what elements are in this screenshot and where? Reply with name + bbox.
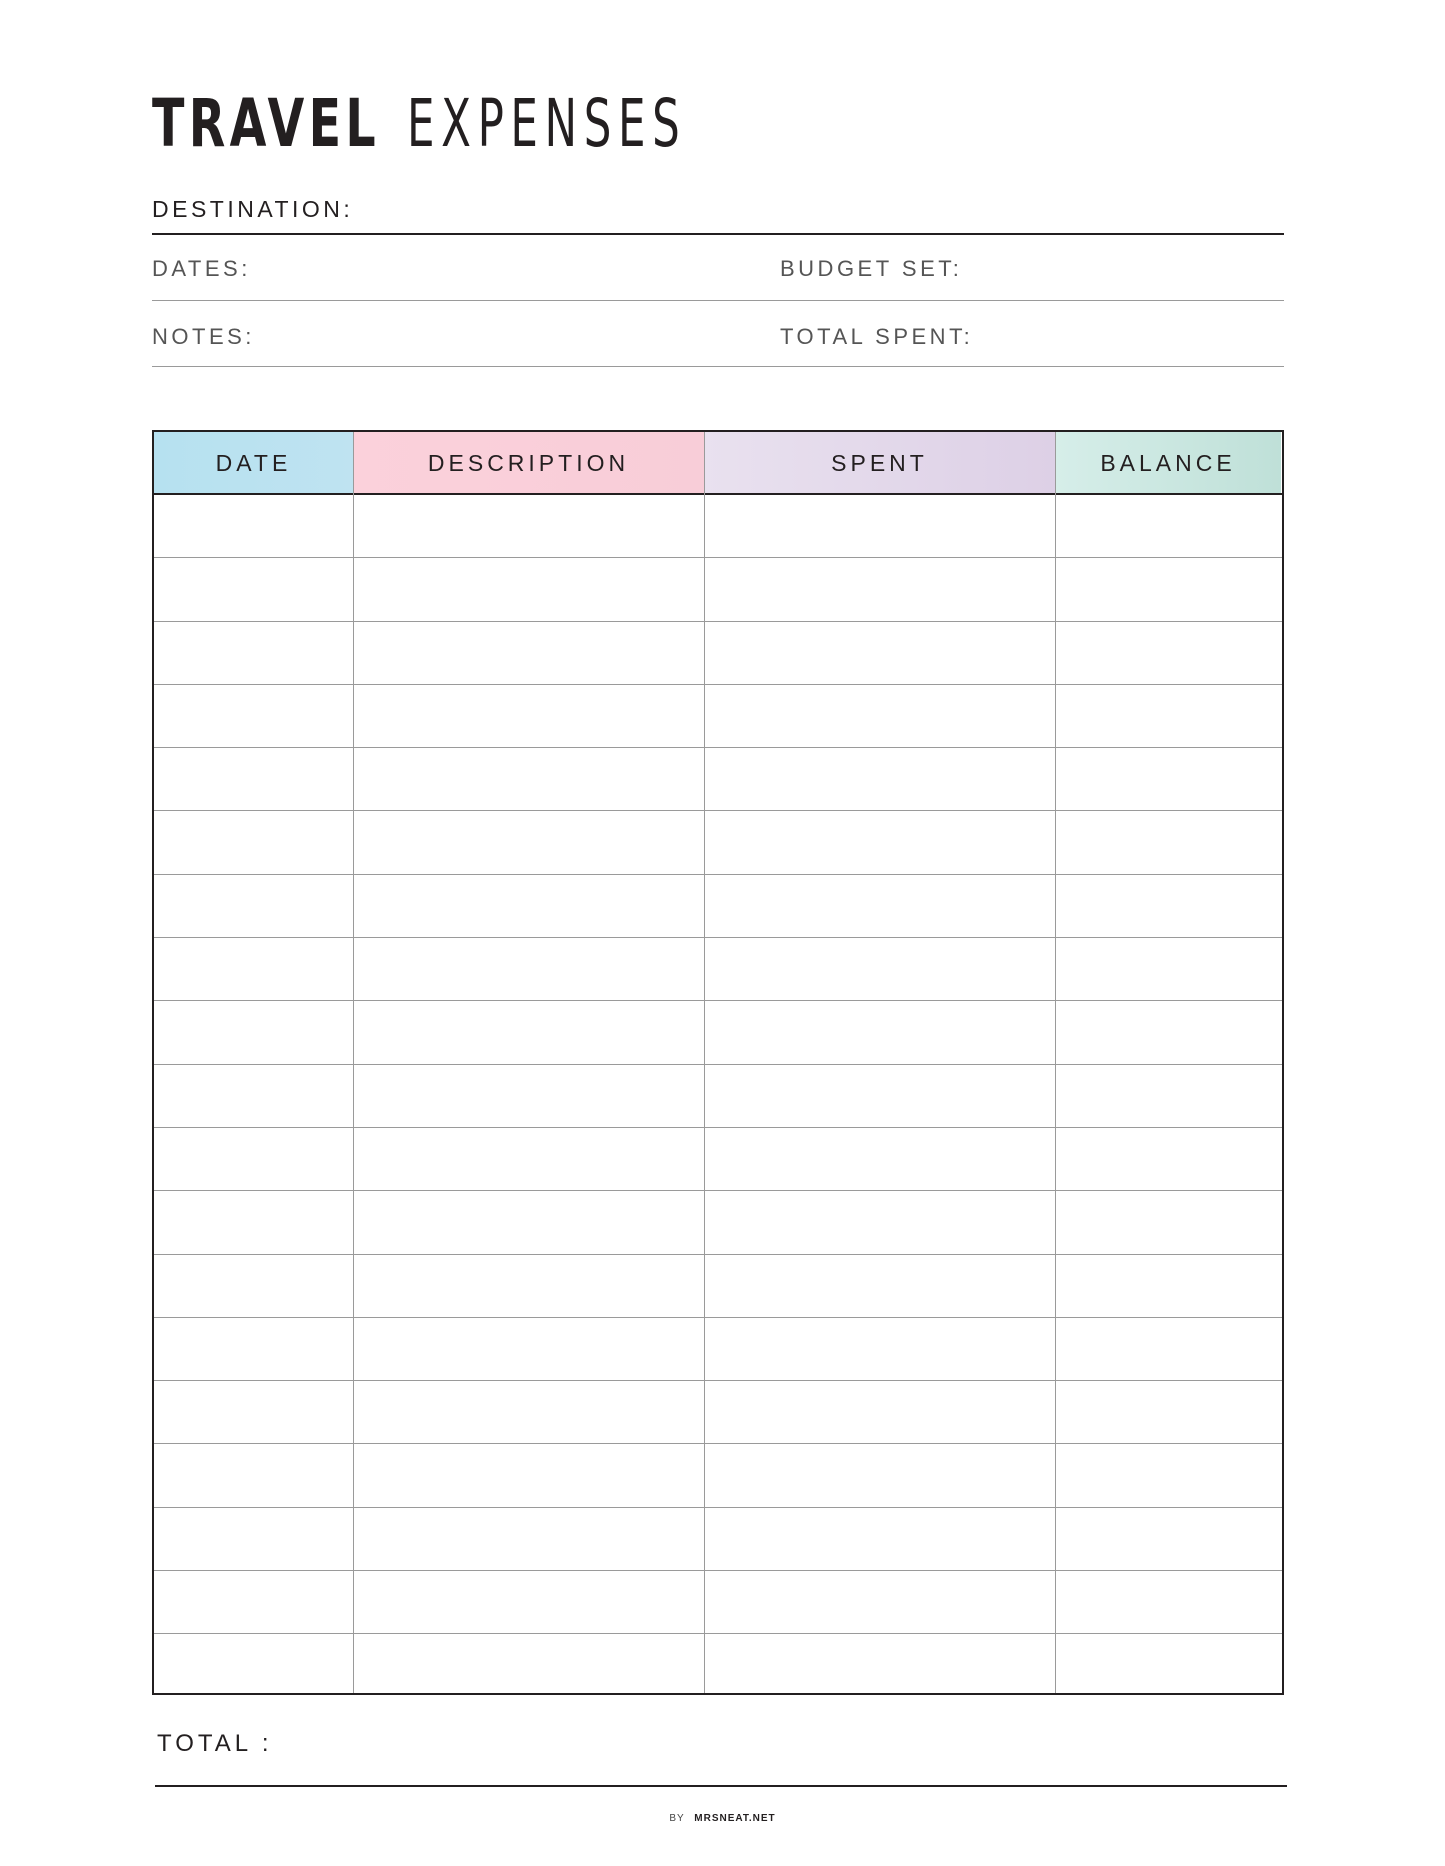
table-cell[interactable] <box>704 685 1055 747</box>
budget-set-label: BUDGET SET: <box>780 256 963 281</box>
table-cell[interactable] <box>704 1191 1055 1253</box>
table-cell[interactable] <box>1055 938 1281 1000</box>
expenses-table <box>152 430 1284 1695</box>
title-bold: TRAVEL <box>152 85 381 162</box>
table-cell[interactable] <box>704 1571 1055 1633</box>
table-cell[interactable] <box>1055 1571 1281 1633</box>
table-cell[interactable] <box>154 1445 353 1507</box>
table-cell[interactable] <box>1055 1128 1281 1190</box>
total-line[interactable] <box>155 1785 1287 1787</box>
table-cell[interactable] <box>154 938 353 1000</box>
total-spent-label: TOTAL SPENT: <box>780 324 974 349</box>
table-cell[interactable] <box>1055 1634 1281 1697</box>
table-row <box>154 938 1282 1001</box>
table-cell[interactable] <box>704 748 1055 810</box>
table-cell[interactable] <box>154 1191 353 1253</box>
table-cell[interactable] <box>154 1001 353 1063</box>
table-cell[interactable] <box>353 1065 704 1127</box>
table-cell[interactable] <box>353 1508 704 1570</box>
table-cell[interactable] <box>704 558 1055 620</box>
table-cell[interactable] <box>154 1128 353 1190</box>
table-cell[interactable] <box>704 1508 1055 1570</box>
table-row <box>154 685 1282 748</box>
dates-budget-line[interactable] <box>152 300 1284 301</box>
table-row <box>154 495 1282 558</box>
table-cell[interactable] <box>1055 622 1281 684</box>
table-cell[interactable] <box>704 812 1055 874</box>
table-cell[interactable] <box>704 1001 1055 1063</box>
table-row <box>154 1445 1282 1508</box>
table-cell[interactable] <box>1055 1065 1281 1127</box>
table-cell[interactable] <box>154 1634 353 1697</box>
table-row <box>154 875 1282 938</box>
table-cell[interactable] <box>353 1381 704 1443</box>
table-cell[interactable] <box>704 1255 1055 1317</box>
table-cell[interactable] <box>1055 1001 1281 1063</box>
destination-line[interactable] <box>152 233 1284 235</box>
table-cell[interactable] <box>704 495 1055 557</box>
table-cell[interactable] <box>353 1445 704 1507</box>
table-cell[interactable] <box>353 812 704 874</box>
table-cell[interactable] <box>1055 812 1281 874</box>
notes-label: NOTES: <box>152 324 255 349</box>
table-cell[interactable] <box>1055 558 1281 620</box>
table-cell[interactable] <box>154 1508 353 1570</box>
table-cell[interactable] <box>704 1065 1055 1127</box>
table-cell[interactable] <box>353 1001 704 1063</box>
table-cell[interactable] <box>154 812 353 874</box>
table-row <box>154 1508 1282 1571</box>
table-cell[interactable] <box>154 685 353 747</box>
table-cell[interactable] <box>154 1318 353 1380</box>
table-cell[interactable] <box>1055 685 1281 747</box>
table-cell[interactable] <box>1055 1445 1281 1507</box>
table-row <box>154 1001 1282 1064</box>
table-row <box>154 1065 1282 1128</box>
page-title <box>152 84 687 164</box>
table-cell[interactable] <box>353 938 704 1000</box>
table-cell[interactable] <box>154 875 353 937</box>
total-label: TOTAL : <box>157 1730 273 1757</box>
table-cell[interactable] <box>704 1381 1055 1443</box>
table-row <box>154 558 1282 621</box>
table-cell[interactable] <box>154 748 353 810</box>
table-cell[interactable] <box>154 1065 353 1127</box>
table-cell[interactable] <box>704 1318 1055 1380</box>
table-cell[interactable] <box>154 1571 353 1633</box>
dates-label: DATES: <box>152 256 251 281</box>
footer-by: BY <box>669 1813 685 1824</box>
table-row <box>154 1191 1282 1254</box>
table-row <box>154 1128 1282 1191</box>
table-cell[interactable] <box>1055 748 1281 810</box>
table-cell[interactable] <box>353 1318 704 1380</box>
title-light: EXPENSES <box>407 85 687 162</box>
table-cell[interactable] <box>1055 495 1281 557</box>
table-cell[interactable] <box>154 558 353 620</box>
table-row <box>154 748 1282 811</box>
table-cell[interactable] <box>353 875 704 937</box>
table-cell[interactable] <box>353 748 704 810</box>
table-cell[interactable] <box>704 875 1055 937</box>
header-description: DESCRIPTION <box>353 432 704 494</box>
table-cell[interactable] <box>353 622 704 684</box>
table-cell[interactable] <box>154 622 353 684</box>
table-cell[interactable] <box>1055 1381 1281 1443</box>
table-cell[interactable] <box>154 1381 353 1443</box>
table-cell[interactable] <box>353 1191 704 1253</box>
table-cell[interactable] <box>1055 875 1281 937</box>
table-row <box>154 1571 1282 1634</box>
table-cell[interactable] <box>154 1255 353 1317</box>
table-cell[interactable] <box>1055 1318 1281 1380</box>
table-cell[interactable] <box>353 1571 704 1633</box>
table-cell[interactable] <box>353 1128 704 1190</box>
table-row <box>154 1255 1282 1318</box>
table-cell[interactable] <box>1055 1191 1281 1253</box>
table-row <box>154 1381 1282 1444</box>
table-cell[interactable] <box>353 495 704 557</box>
table-cell[interactable] <box>704 1445 1055 1507</box>
footer-credit <box>0 1813 1445 1824</box>
table-cell[interactable] <box>704 622 1055 684</box>
table-cell[interactable] <box>704 1128 1055 1190</box>
table-cell[interactable] <box>353 1634 704 1697</box>
destination-label: DESTINATION: <box>152 196 354 222</box>
column-divider <box>704 432 705 1693</box>
table-row <box>154 812 1282 875</box>
footer-site[interactable]: MRSNEAT.NET <box>694 1813 776 1824</box>
table-cell[interactable] <box>1055 1508 1281 1570</box>
header-spent: SPENT <box>704 432 1055 494</box>
table-cell[interactable] <box>353 558 704 620</box>
column-divider <box>353 432 354 1693</box>
table-cell[interactable] <box>704 938 1055 1000</box>
notes-total-line[interactable] <box>152 366 1284 367</box>
table-row <box>154 1318 1282 1381</box>
table-row <box>154 622 1282 685</box>
table-cell[interactable] <box>353 1255 704 1317</box>
table-body <box>154 495 1282 1693</box>
table-cell[interactable] <box>1055 1255 1281 1317</box>
table-cell[interactable] <box>154 495 353 557</box>
table-row <box>154 1634 1282 1697</box>
table-cell[interactable] <box>353 685 704 747</box>
header-balance: BALANCE <box>1055 432 1281 494</box>
table-cell[interactable] <box>704 1634 1055 1697</box>
column-divider <box>1055 432 1056 1693</box>
header-date: DATE <box>154 432 353 494</box>
